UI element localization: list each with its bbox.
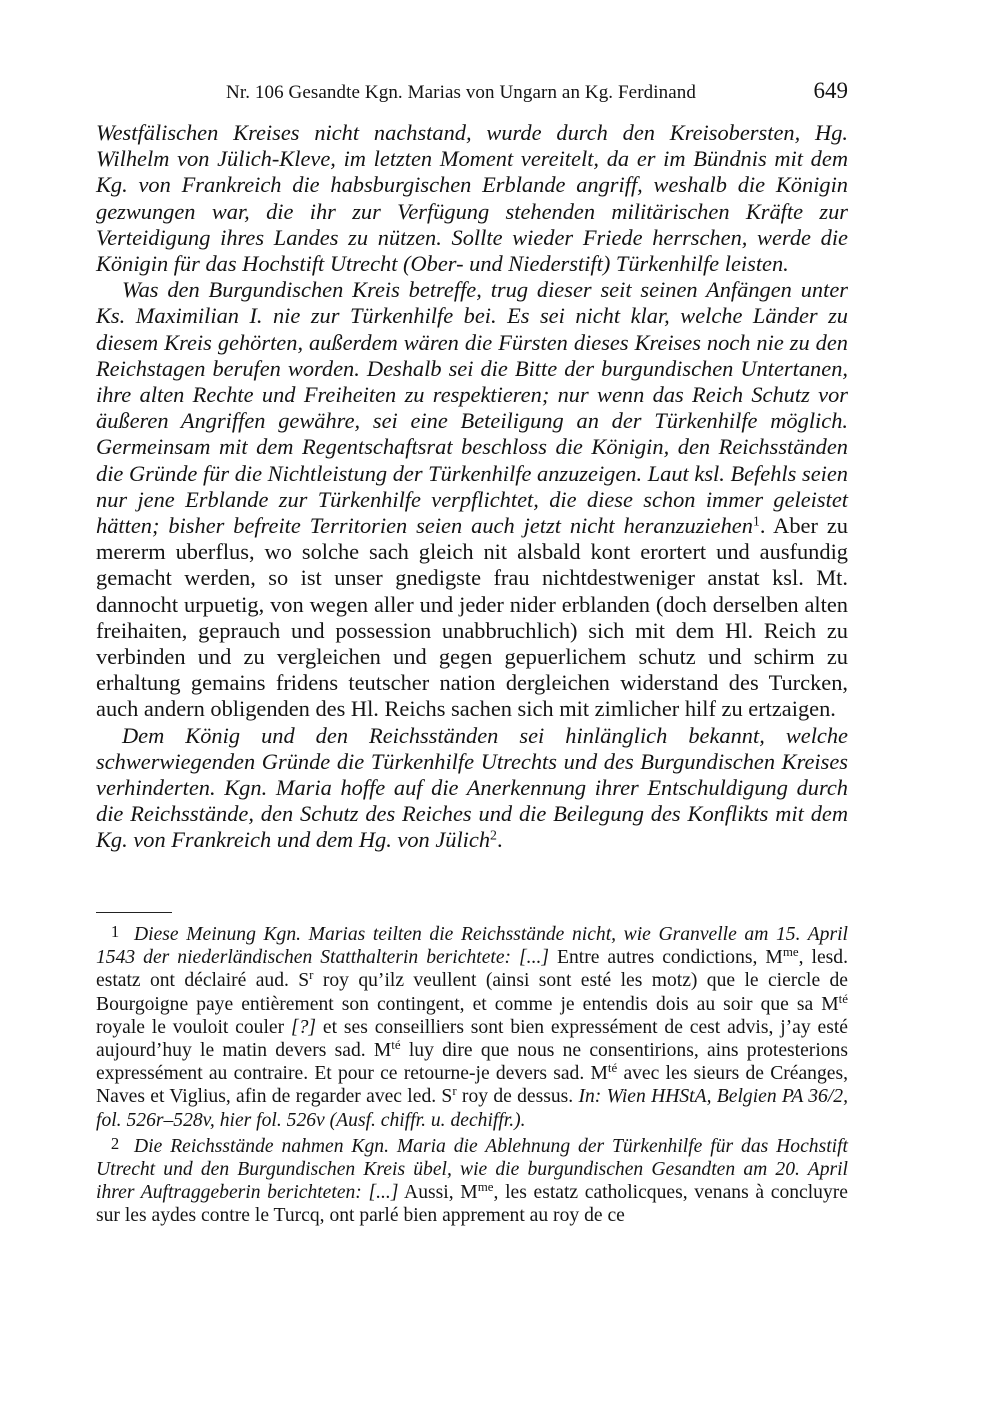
footnote-1-sup: r (309, 967, 314, 983)
footnote-1-text: , lesd. estatz ont déclairé aud. S (96, 947, 848, 992)
footnote-1-text: et ses conseilliers sont bien expressément de cest advis, j’ay esté aujourd’huy le matin devers sad. M (96, 1016, 848, 1061)
footnote-1-text: avec les sieurs de Créanges, Naves et Viglius, afin de regarder avec led. S (96, 1063, 848, 1108)
footnote-1-sup: r (452, 1083, 457, 1099)
footnote-1-editorial-mark: [?] (291, 1016, 317, 1038)
paragraph-3-end: . (496, 827, 503, 853)
footnote-1-sup: té (838, 990, 848, 1006)
footnote-1 (96, 920, 848, 1132)
footnote-divider (96, 912, 172, 913)
footnote-2-number: 2 (110, 1133, 120, 1153)
paragraph-2-quotation: . Aber zu mererm uberflus, wo solche sach gleich nit alsbald kont erortert und ausfundig gemacht werden, so ist unser gnedigste frau nichtdestweniger anstat ksl. Mt. dannocht urpuetig, von wegen aller und jeder nider erblanden (doch derselben alten freihaiten, geprauch und possession unabbruchlich) sich mit dem Hl. Reich zu verbinden und zu vergleichen und gegen gepuerlichem schutz und schirm zu erhaltung gemains fridens teutscher nation dergleichen widerstand des Turcken, auch andern obligenden des Hl. Reichs sachen sich mit zimlicher hilf zu ertzaigen. (96, 513, 848, 722)
page-number: 649 (813, 78, 848, 103)
footnote-1-text: royale le vouloit couler (96, 1016, 291, 1038)
paragraph-2-summary: Was den Burgundischen Kreis betreffe, trug dieser seit seinen Anfängen unter Ks. Maximilian I. nie zur Türkenhilfe bei. Es sei nicht klar, welche Länder zu diesem Kreis gehörten, außerdem wären die Fürsten dieses Kreises noch nie zu den Reichstagen berufen worden. Deshalb sei die Bitte der burgundischen Untertanen, ihre alten Rechte und Freiheiten zu respektieren; nur wenn das Reich Schutz vor äußeren Angriffen gewähre, sei eine Beteiligung an der Türkenhilfe möglich. Germeinsam mit dem Regentschaftsrat beschloss die Königin, den Reichsständen die Gründe für die Nichtleistung der Türkenhilfe anzuzeigen. Laut ksl. Befehls seien nur jene Erblande zur Türkenhilfe verpflichtet, die diese schon immer geleistet hätten; bisher befreite Territorien seien auch jetzt nicht heranzuziehen (96, 277, 848, 539)
paragraph-1: Westfälischen Kreises nicht nachstand, wurde durch den Kreisobersten, Hg. Wilhelm von Jülich-Kleve, im letzten Moment vereitelt, da er im Bündnis mit dem Kg. von Frankreich die habsburgischen Erblande angriff, weshalb die Königin gezwungen war, die ihr zur Verfügung stehenden militärischen Kräfte zur Verteidigung ihres Landes zu nützen. Sollte wieder Friede herrschen, werde die Königin für das Hochstift Utrecht (Ober- und Niederstift) Türkenhilfe leisten. (96, 120, 848, 277)
footnote-1-text: luy dire que nous ne consentirions, ains protesterions expressément au contraire. Et pour ce retourne-je devers sad. M (96, 1040, 848, 1085)
footnote-1-text: Entre autres condictions, M (549, 947, 783, 969)
footnote-2-sup: me (477, 1179, 494, 1195)
footnote-ref-1[interactable]: 1 (752, 514, 760, 530)
footnote-1-text: roy de dessus. (456, 1086, 579, 1108)
footnotes (96, 920, 848, 1228)
footnote-1-sup: té (391, 1036, 401, 1052)
running-title: Nr. 106 Gesandte Kgn. Marias von Ungarn an Kg. Ferdinand (226, 82, 696, 103)
footnote-2-intro: Die Reichsstände nahmen Kgn. Maria die Ablehnung der Türkenhilfe für das Hochstift Utrecht und den Burgundischen Kreis übel, wie die burgundischen Gesandten am 20. April ihrer Auftraggeberin berichteten: [...] (96, 1135, 848, 1204)
footnote-2-text: Aussi, M (398, 1182, 478, 1204)
footnote-1-intro: Diese Meinung Kgn. Marias teilten die Reichsstände nicht, wie Granvelle am 15. April 1543 der niederländischen Statthalterin berichtete: [...] (96, 923, 848, 969)
main-text (96, 120, 848, 854)
running-head (96, 80, 848, 108)
footnote-1-source: In: Wien HHStA, Belgien PA 36/2, fol. 526r–528v, hier fol. 526v (Ausf. chiffr. u. dechiffr.). (96, 1086, 848, 1131)
footnote-1-sup: té (607, 1060, 618, 1076)
footnote-ref-2[interactable]: 2 (490, 828, 497, 844)
footnote-2 (96, 1132, 848, 1228)
paragraph-2 (96, 277, 848, 722)
footnote-1-sup: me (782, 944, 799, 960)
footnote-2-text: , les estatz catholicques, venans à concluyre sur les aydes contre le Turcq, ont parlé bien apprement au roy de ce (96, 1182, 848, 1227)
footnote-1-text: roy qu’ilz veullent (ainsi sont esté les motz) que le ciercle de Bourgoigne paye entièrement son contingent, et comme je entendis dois au soir que sa M (96, 970, 848, 1015)
paragraph-3 (96, 723, 848, 854)
paragraph-3-summary: Dem König und den Reichsständen sei hinlänglich bekannt, welche schwerwiegenden Gründe die Türkenhilfe Utrechts und des Burgundischen Kreises verhinderten. Kgn. Maria hoffe auf die Anerkennung ihrer Entschuldigung durch die Reichsstände, den Schutz des Reiches und die Beilegung des Konflikts mit dem Kg. von Frankreich und dem Hg. von Jülich (96, 722, 848, 853)
footnote-1-number: 1 (110, 922, 120, 941)
